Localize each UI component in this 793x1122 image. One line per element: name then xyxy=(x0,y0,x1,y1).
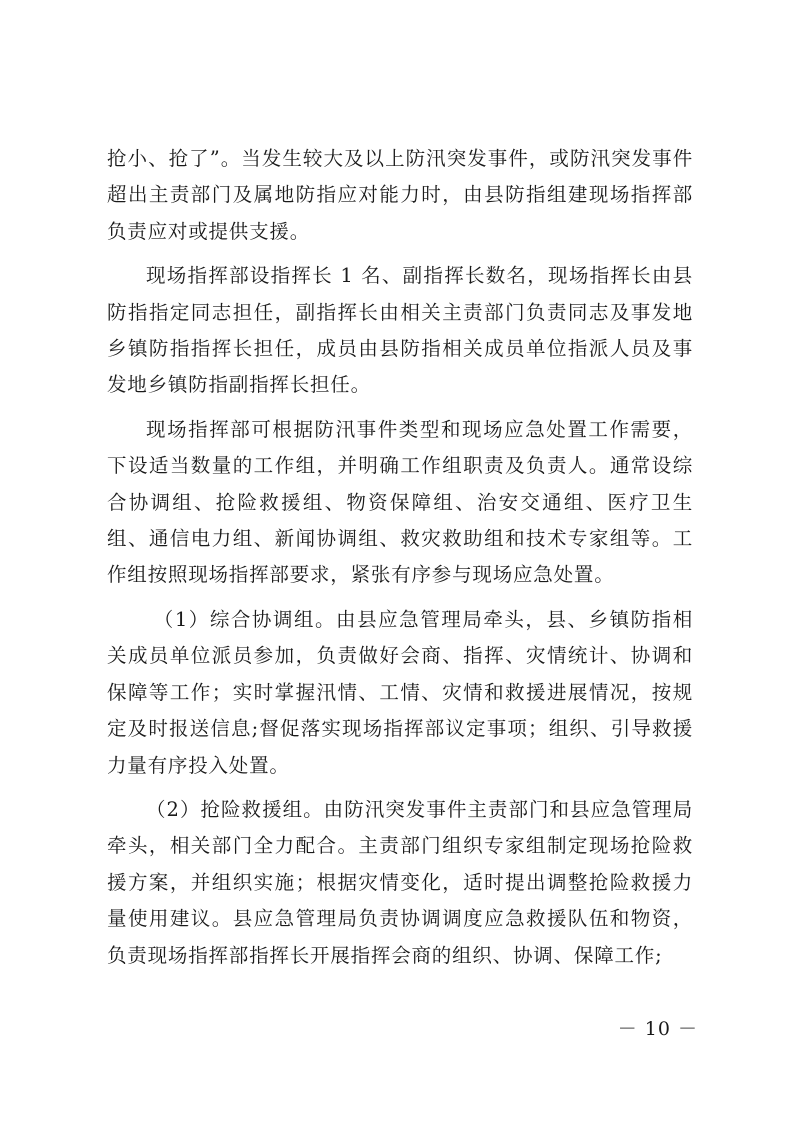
paragraph-command-structure: 现场指挥部设指挥长 1 名、副指挥长数名，现场指挥长由县防指指定同志担任，副指挥长由相关主责部门负责同志及事发地乡镇防指指挥长担任，成员由县防指相关成员单位指派人员及事发地乡镇防指副指挥长担任。 xyxy=(107,264,693,397)
page-number: － 10 － xyxy=(617,1018,698,1040)
paragraph-working-groups: 现场指挥部可根据防汛事件类型和现场应急处置工作需要，下设适当数量的工作组，并明确工作组职责及负责人。通常设综合协调组、抢险救援组、物资保障组、治安交通组、医疗卫生组、通信电力组、新闻协调组、救灾救助组和技术专家组等。工作组按照现场指挥部要求，紧张有序参与现场应急处置。 xyxy=(107,417,693,587)
document-body xyxy=(107,141,693,974)
paragraph-rescue-group: （2）抢险救援组。由防汛突发事件主责部门和县应急管理局牵头，相关部门全力配合。主责部门组织专家组制定现场抢险救援方案，并组织实施；根据灾情变化，适时提出调整抢险救援力量使用建议。县应急管理局负责协调调度应急救援队伍和物资，负责现场指挥部指挥长开展指挥会商的组织、协调、保障工作; xyxy=(107,797,693,967)
paragraph-continuation: 抢小、抢了”。当发生较大及以上防汛突发事件，或防汛突发事件超出主责部门及属地防指应对能力时，由县防指组建现场指挥部负责应对或提供支援。 xyxy=(107,147,693,243)
paragraph-coordination-group: （1）综合协调组。由县应急管理局牵头，县、乡镇防指相关成员单位派员参加，负责做好会商、指挥、灾情统计、协调和保障等工作；实时掌握汛情、工情、灾情和救援进展情况，按规定及时报送信息;督促落实现场指挥部议定事项；组织、引导救援力量有序投入处置。 xyxy=(107,607,693,777)
